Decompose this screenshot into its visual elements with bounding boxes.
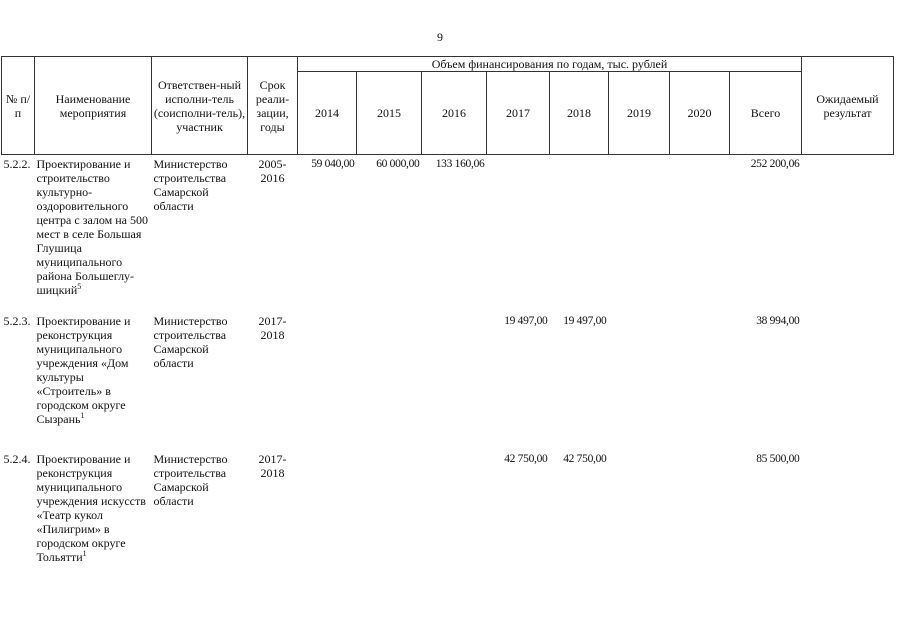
header-term: Срок реали-зации, годы	[248, 57, 298, 155]
row-value-2014	[298, 312, 357, 450]
row-name	[35, 450, 152, 590]
row-result	[802, 155, 894, 312]
row-value-2017	[487, 155, 550, 312]
row-name	[35, 312, 152, 450]
row-value-total: 85 500,00	[756, 452, 800, 465]
row-executor: Министерство строительства Самарской области	[153, 451, 228, 508]
table-row	[2, 312, 894, 450]
row-name-text: Проектирование и реконструкция муниципального учреждения искусств «Театр кукол «Пилигрим» в городском округе Тольятти	[36, 451, 146, 564]
row-name	[35, 155, 152, 312]
row-value-2014: 59 040,00	[311, 158, 355, 170]
row-value-2018	[550, 155, 609, 312]
header-year: 2019	[609, 72, 670, 155]
row-executor: Министерство строительства Самарской области	[153, 313, 228, 370]
row-term: 2017-2018	[258, 313, 287, 342]
row-value-2020	[670, 312, 730, 450]
row-term: 2017-2018	[258, 451, 287, 480]
row-value-2015	[357, 450, 422, 590]
header-result: Ожидаемый результат	[802, 57, 894, 155]
row-value-2019	[609, 312, 670, 450]
row-value-total: 252 200,06	[750, 158, 800, 170]
row-result	[802, 312, 894, 450]
row-value-2018: 19 497,00	[563, 314, 607, 327]
row-name-text: Проектирование и реконструкция муниципального учреждения «Дом культуры «Строитель» в городском округе Сызрань	[36, 313, 131, 426]
row-value-2020	[670, 155, 730, 312]
page-number: 9	[437, 30, 443, 44]
row-name-text: Проектирование и строительство культурно-оздоровительного центра с залом на 500 мест в селе Большая Глушица муниципального района Большеглу-шицкий	[36, 157, 148, 297]
row-num: 5.2.2.	[3, 157, 31, 171]
row-value-2019	[609, 155, 670, 312]
header-num: № п/п	[2, 57, 35, 155]
header-executor: Ответствен-ный исполни-тель (соисполни-тель), участник	[152, 57, 248, 155]
header-year: 2015	[357, 72, 422, 155]
row-value-2015	[357, 312, 422, 450]
row-value-2017: 19 497,00	[504, 314, 548, 327]
row-footnote: 1	[80, 410, 85, 420]
row-term: 2005-2016	[258, 157, 287, 185]
header-financing: Объем финансирования по годам, тыс. рублей	[298, 57, 802, 72]
row-num: 5.2.4.	[3, 451, 31, 466]
row-footnote: 1	[82, 548, 87, 558]
row-num: 5.2.3.	[3, 313, 31, 328]
table-row	[2, 450, 894, 590]
row-value-2020	[670, 450, 730, 590]
row-value-2016: 133 160,06	[435, 158, 485, 170]
row-value-2017: 42 750,00	[504, 452, 548, 465]
header-row-top	[2, 57, 894, 72]
header-year: 2014	[298, 72, 357, 155]
row-value-2014	[298, 450, 357, 590]
header-year: 2018	[550, 72, 609, 155]
header-year: 2017	[487, 72, 550, 155]
header-total: Всего	[730, 72, 802, 155]
table-row	[2, 155, 894, 312]
row-result	[802, 450, 894, 590]
row-value-2015: 60 000,00	[376, 158, 420, 170]
header-year: 2020	[670, 72, 730, 155]
header-year: 2016	[422, 72, 487, 155]
row-value-2019	[609, 450, 670, 590]
row-value-2016	[422, 450, 487, 590]
row-executor: Министерство строительства Самарской области	[153, 157, 228, 213]
financing-table	[1, 56, 894, 590]
row-value-2018: 42 750,00	[563, 452, 607, 465]
row-value-total: 38 994,00	[756, 314, 800, 327]
row-value-2016	[422, 312, 487, 450]
header-name: Наименование мероприятия	[35, 57, 152, 155]
row-footnote: 5	[77, 282, 82, 291]
